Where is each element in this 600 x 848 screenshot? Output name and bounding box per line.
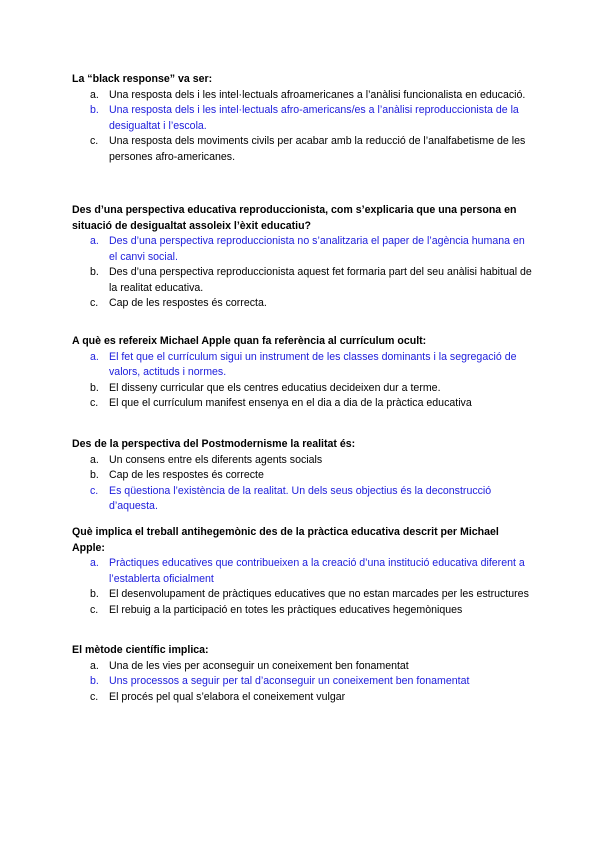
option-text: El fet que el currículum sigui un instrument de les classes dominants i la segregació de valors, actituds i normes. — [109, 350, 517, 378]
answer-option-c — [72, 690, 532, 706]
option-letter: a. — [90, 659, 99, 672]
question-title: El mètode científic implica: — [72, 644, 209, 656]
option-text: Un consens entre els diferents agents socials — [109, 453, 323, 466]
option-text: Una resposta dels moviments civils per acabar amb la reducció de l’analfabetisme de les persones afro-americanes. — [109, 135, 526, 163]
answer-option-c — [72, 296, 532, 312]
question-title: La “black response” va ser: — [72, 73, 213, 85]
option-letter: b. — [90, 104, 99, 116]
answer-option-c — [72, 396, 532, 412]
answer-option-c-correct — [72, 484, 532, 515]
option-letter: c. — [90, 297, 99, 309]
option-text: El que el currículum manifest ensenya en el dia a dia de la pràctica educativa — [109, 397, 472, 409]
option-text: Des d’una perspectiva reproduccionista aquest fet formaria part del seu anàlisi habitual de la realitat educativa. — [109, 266, 532, 294]
answer-option-a-correct — [72, 350, 532, 381]
answer-option-a-correct — [72, 234, 532, 265]
answer-option-a — [72, 453, 532, 469]
question-4 — [72, 437, 532, 515]
answer-option-c — [72, 134, 532, 165]
answer-option-b-correct — [72, 103, 532, 134]
question-3 — [72, 334, 532, 412]
option-letter: a. — [90, 557, 99, 569]
option-text: El rebuig a la participació en totes les pràctiques educatives hegemòniques — [109, 603, 463, 616]
option-letter: b. — [90, 588, 99, 600]
option-text: Una de les vies per aconseguir un coneixement ben fonamentat — [109, 659, 409, 672]
option-text: El disseny curricular que els centres educatius decideixen dur a terme. — [109, 381, 441, 394]
answer-option-b-correct — [72, 674, 532, 690]
answer-option-a-correct — [72, 556, 532, 587]
option-text: Pràctiques educatives que contribueixen a la creació d’una institució educativa diferent a l’establerta oficialment — [109, 557, 525, 585]
option-letter: a. — [90, 235, 99, 247]
option-text: Cap de les respostes és correcta. — [109, 297, 267, 309]
option-letter: a. — [90, 350, 99, 363]
question-title: Des d’una perspectiva educativa reproduccionista, com s’explicaria que una persona en situació de desigualtat assoleix l’èxit educatiu? — [72, 204, 517, 232]
option-text: Es qüestiona l’existència de la realitat. Un dels seus objectius és la deconstrucció d’aquesta. — [109, 484, 492, 512]
option-text: Uns processos a seguir per tal d’aconseguir un coneixement ben fonamentat — [109, 675, 470, 687]
option-letter: c. — [90, 690, 99, 703]
question-title: Què implica el treball antihegemònic des de la pràctica educativa descrit per Michael Apple: — [72, 526, 499, 554]
option-letter: a. — [90, 453, 99, 466]
option-letter: b. — [90, 266, 99, 278]
option-text: El desenvolupament de pràctiques educatives que no estan marcades per les estructures — [109, 588, 529, 600]
answer-option-c — [72, 603, 532, 619]
question-2 — [72, 203, 532, 312]
answer-option-b — [72, 587, 532, 603]
option-letter: c. — [90, 603, 99, 616]
question-6 — [72, 643, 532, 705]
option-letter: a. — [90, 88, 99, 101]
answer-option-b — [72, 468, 532, 484]
answer-option-a — [72, 88, 532, 104]
option-letter: b. — [90, 381, 99, 394]
option-letter: b. — [90, 469, 99, 481]
question-title: A què es refereix Michael Apple quan fa referència al currículum ocult: — [72, 335, 427, 347]
option-text: Una resposta dels i les intel·lectuals afro-americans/es a l’anàlisi reproduccionista de la desigualtat i l’escola. — [109, 104, 519, 132]
option-letter: b. — [90, 675, 99, 687]
answer-option-b — [72, 265, 532, 296]
option-text: El procés pel qual s’elabora el coneixement vulgar — [109, 690, 346, 703]
option-letter: c. — [90, 484, 99, 497]
option-text: Cap de les respostes és correcte — [109, 469, 264, 481]
option-text: Des d’una perspectiva reproduccionista no s’analitzaria el paper de l’agència humana en el canvi social. — [109, 235, 525, 263]
question-title: Des de la perspectiva del Postmodernisme la realitat és: — [72, 438, 356, 450]
option-letter: c. — [90, 135, 99, 147]
option-letter: c. — [90, 397, 99, 409]
answer-option-b — [72, 381, 532, 397]
question-1 — [72, 72, 532, 165]
question-5 — [72, 525, 532, 618]
option-text: Una resposta dels i les intel·lectuals afroamericanes a l’anàlisi funcionalista en educació. — [109, 88, 526, 101]
answer-option-a — [72, 659, 532, 675]
